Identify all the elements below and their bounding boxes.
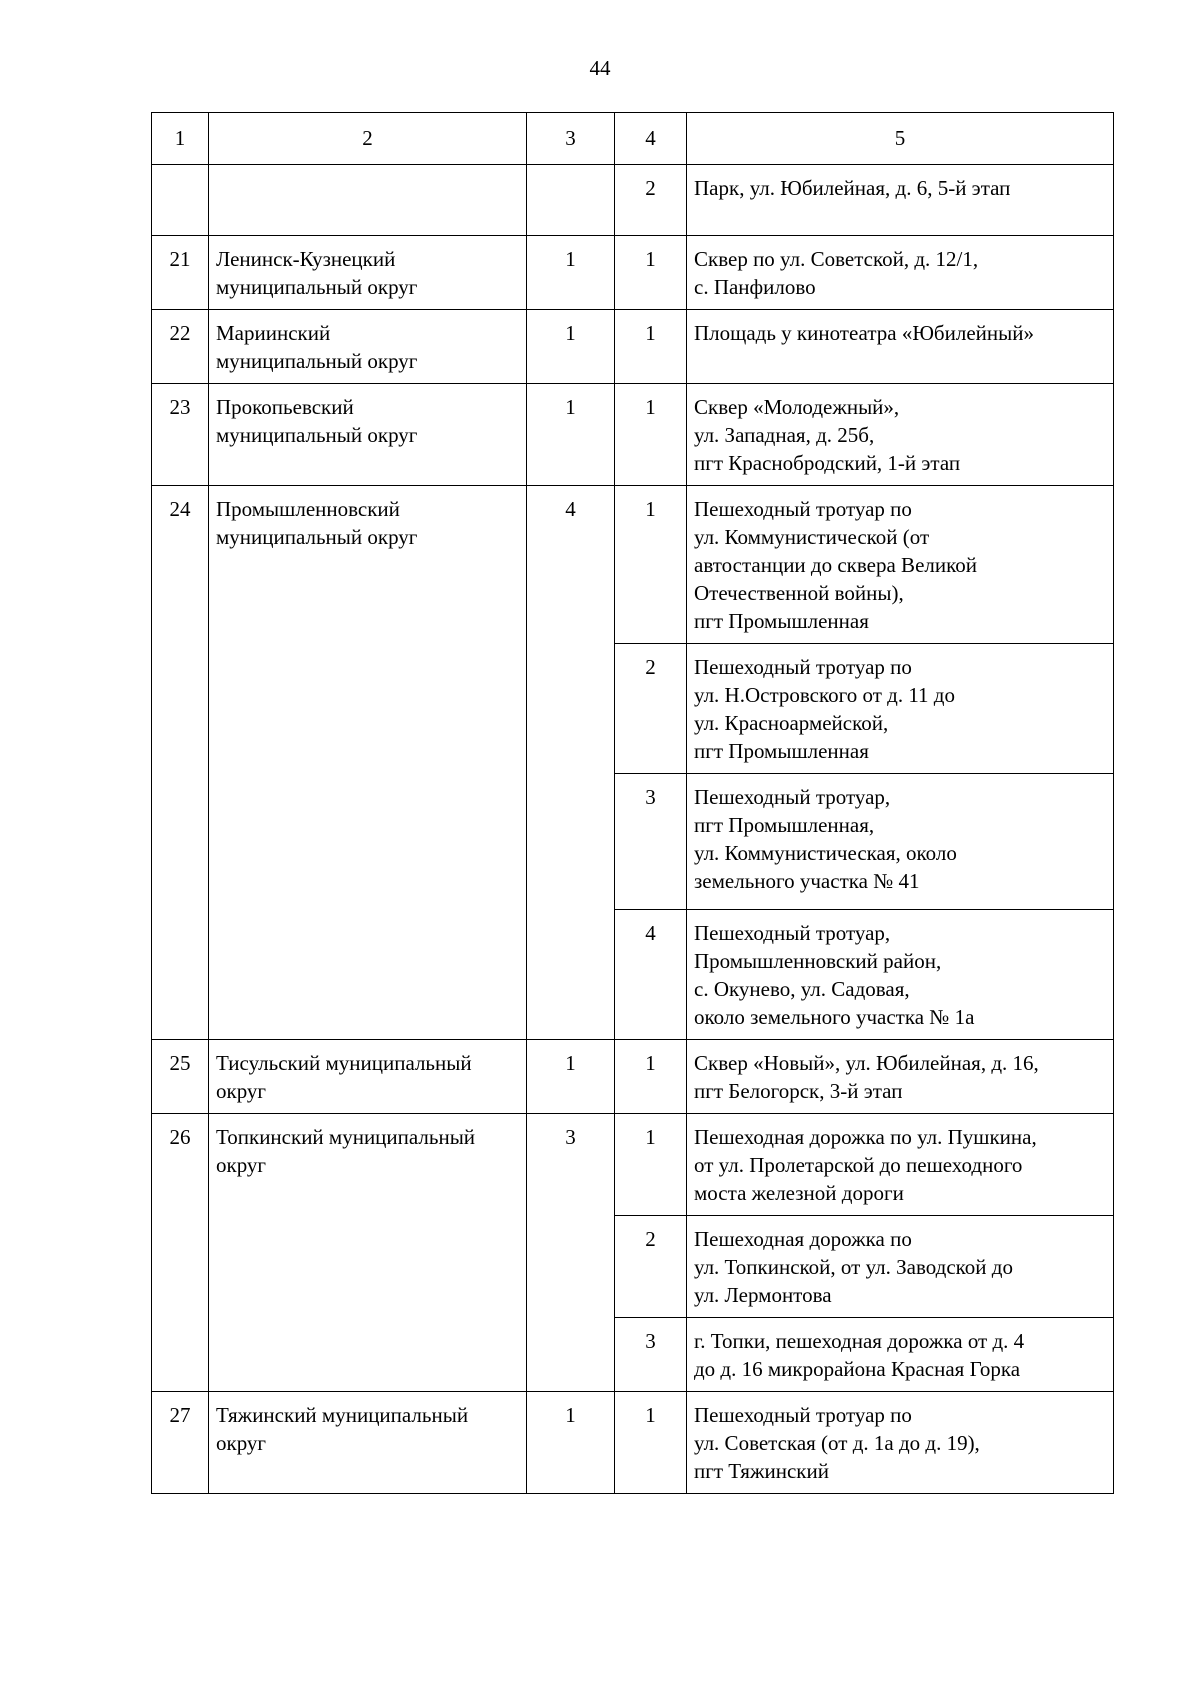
description-line: пгт Белогорск, 3-й этап <box>694 1079 903 1103</box>
header-cell-1: 1 <box>152 113 209 165</box>
count-cell: 1 <box>527 1392 615 1494</box>
object-description <box>687 486 1114 644</box>
district-line: округ <box>216 1153 267 1177</box>
page-number: 44 <box>589 56 611 80</box>
count-cell: 1 <box>527 236 615 310</box>
object-description <box>687 1392 1114 1494</box>
row-number: 21 <box>152 236 209 310</box>
description-line: Пешеходный тротуар по <box>694 497 912 521</box>
row-number: 23 <box>152 384 209 486</box>
description-line: пгт Промышленная <box>694 609 869 633</box>
table-row <box>152 1040 1114 1114</box>
description-line: ул. Красноармейской, <box>694 711 889 735</box>
description-line: Пешеходная дорожка по <box>694 1227 912 1251</box>
table-row <box>152 310 1114 384</box>
district-cell <box>209 310 527 384</box>
description-line: земельного участка № 41 <box>694 869 920 893</box>
district-line: муниципальный округ <box>216 423 418 447</box>
table-header-row <box>152 113 1114 165</box>
count-cell: 3 <box>527 1114 615 1392</box>
description-line: до д. 16 микрорайона Красная Горка <box>694 1357 1021 1381</box>
count-cell: 4 <box>527 486 615 1040</box>
row-number: 24 <box>152 486 209 1040</box>
object-description <box>687 310 1114 384</box>
district-cell <box>209 486 527 1040</box>
count-cell <box>527 165 615 236</box>
object-description <box>687 1114 1114 1216</box>
object-description <box>687 910 1114 1040</box>
district-line: Ленинск-Кузнецкий <box>216 247 396 271</box>
description-line: ул. Западная, д. 25б, <box>694 423 875 447</box>
description-line: с. Панфилово <box>694 275 816 299</box>
district-cell <box>209 384 527 486</box>
row-number: 27 <box>152 1392 209 1494</box>
district-line: Мариинский <box>216 321 331 345</box>
table-row <box>152 1392 1114 1494</box>
description-line: г. Топки, пешеходная дорожка от д. 4 <box>694 1329 1025 1353</box>
count-cell: 1 <box>527 384 615 486</box>
object-number: 1 <box>615 384 687 486</box>
table-row <box>152 486 1114 644</box>
description-line: автостанции до сквера Великой <box>694 553 977 577</box>
description-line: ул. Топкинской, от ул. Заводской до <box>694 1255 1013 1279</box>
object-number: 1 <box>615 236 687 310</box>
district-line: муниципальный округ <box>216 275 418 299</box>
district-line: Прокопьевский <box>216 395 354 419</box>
object-description <box>687 774 1114 910</box>
object-number: 1 <box>615 1114 687 1216</box>
description-line: пгт Промышленная, <box>694 813 875 837</box>
count-cell: 1 <box>527 310 615 384</box>
district-line: Тисульский муниципальный <box>216 1051 472 1075</box>
table-row <box>152 236 1114 310</box>
district-cell <box>209 1040 527 1114</box>
description-line: ул. Советская (от д. 1а до д. 19), <box>694 1431 980 1455</box>
district-line: муниципальный округ <box>216 525 418 549</box>
description-line: Пешеходный тротуар по <box>694 1403 912 1427</box>
row-number: 25 <box>152 1040 209 1114</box>
description-line: около земельного участка № 1а <box>694 1005 975 1029</box>
table-row <box>152 1114 1114 1216</box>
row-number <box>152 165 209 236</box>
district-cell <box>209 236 527 310</box>
description-line: ул. Коммунистической (от <box>694 525 930 549</box>
description-line: Пешеходный тротуар по <box>694 655 912 679</box>
description-line: пгт Промышленная <box>694 739 869 763</box>
object-number: 1 <box>615 486 687 644</box>
description-line: ул. Лермонтова <box>694 1283 832 1307</box>
header-cell-5: 5 <box>687 113 1114 165</box>
object-number: 1 <box>615 310 687 384</box>
object-number: 1 <box>615 1040 687 1114</box>
district-line: Топкинский муниципальный <box>216 1125 476 1149</box>
object-description <box>687 644 1114 774</box>
description-line: Сквер «Молодежный», <box>694 395 900 419</box>
district-line: округ <box>216 1431 267 1455</box>
description-line: ул. Н.Островского от д. 11 до <box>694 683 955 707</box>
table-row <box>152 384 1114 486</box>
objects-table <box>151 112 1114 1494</box>
row-number: 22 <box>152 310 209 384</box>
description-line: пгт Тяжинский <box>694 1459 829 1483</box>
object-number: 3 <box>615 1318 687 1392</box>
description-line: моста железной дороги <box>694 1181 904 1205</box>
description-line: от ул. Пролетарской до пешеходного <box>694 1153 1023 1177</box>
object-description <box>687 1216 1114 1318</box>
description-line: пгт Краснобродский, 1-й этап <box>694 451 961 475</box>
object-number: 3 <box>615 774 687 910</box>
description-line: Сквер по ул. Советской, д. 12/1, <box>694 247 979 271</box>
description-line: Парк, ул. Юбилейная, д. 6, 5-й этап <box>694 176 1011 200</box>
object-number: 1 <box>615 1392 687 1494</box>
district-cell <box>209 1114 527 1392</box>
description-line: ул. Коммунистическая, около <box>694 841 957 865</box>
description-line: Промышленновский район, <box>694 949 942 973</box>
object-number: 2 <box>615 1216 687 1318</box>
description-line: Отечественной войны), <box>694 581 904 605</box>
district-line: округ <box>216 1079 267 1103</box>
description-line: Площадь у кинотеатра «Юбилейный» <box>694 321 1034 345</box>
district-line: Тяжинский муниципальный <box>216 1403 469 1427</box>
count-cell: 1 <box>527 1040 615 1114</box>
header-cell-4: 4 <box>615 113 687 165</box>
district-line: муниципальный округ <box>216 349 418 373</box>
object-description <box>687 236 1114 310</box>
district-line: Промышленновский <box>216 497 400 521</box>
object-description <box>687 165 1114 236</box>
header-cell-3: 3 <box>527 113 615 165</box>
description-line: с. Окунево, ул. Садовая, <box>694 977 910 1001</box>
object-number: 2 <box>615 644 687 774</box>
object-number: 4 <box>615 910 687 1040</box>
description-line: Пешеходный тротуар, <box>694 921 891 945</box>
row-number: 26 <box>152 1114 209 1392</box>
description-line: Сквер «Новый», ул. Юбилейная, д. 16, <box>694 1051 1039 1075</box>
table-row <box>152 165 1114 236</box>
object-number: 2 <box>615 165 687 236</box>
district-cell <box>209 1392 527 1494</box>
object-description <box>687 1318 1114 1392</box>
object-description <box>687 1040 1114 1114</box>
header-cell-2: 2 <box>209 113 527 165</box>
district-cell <box>209 165 527 236</box>
object-description <box>687 384 1114 486</box>
description-line: Пешеходный тротуар, <box>694 785 891 809</box>
description-line: Пешеходная дорожка по ул. Пушкина, <box>694 1125 1037 1149</box>
